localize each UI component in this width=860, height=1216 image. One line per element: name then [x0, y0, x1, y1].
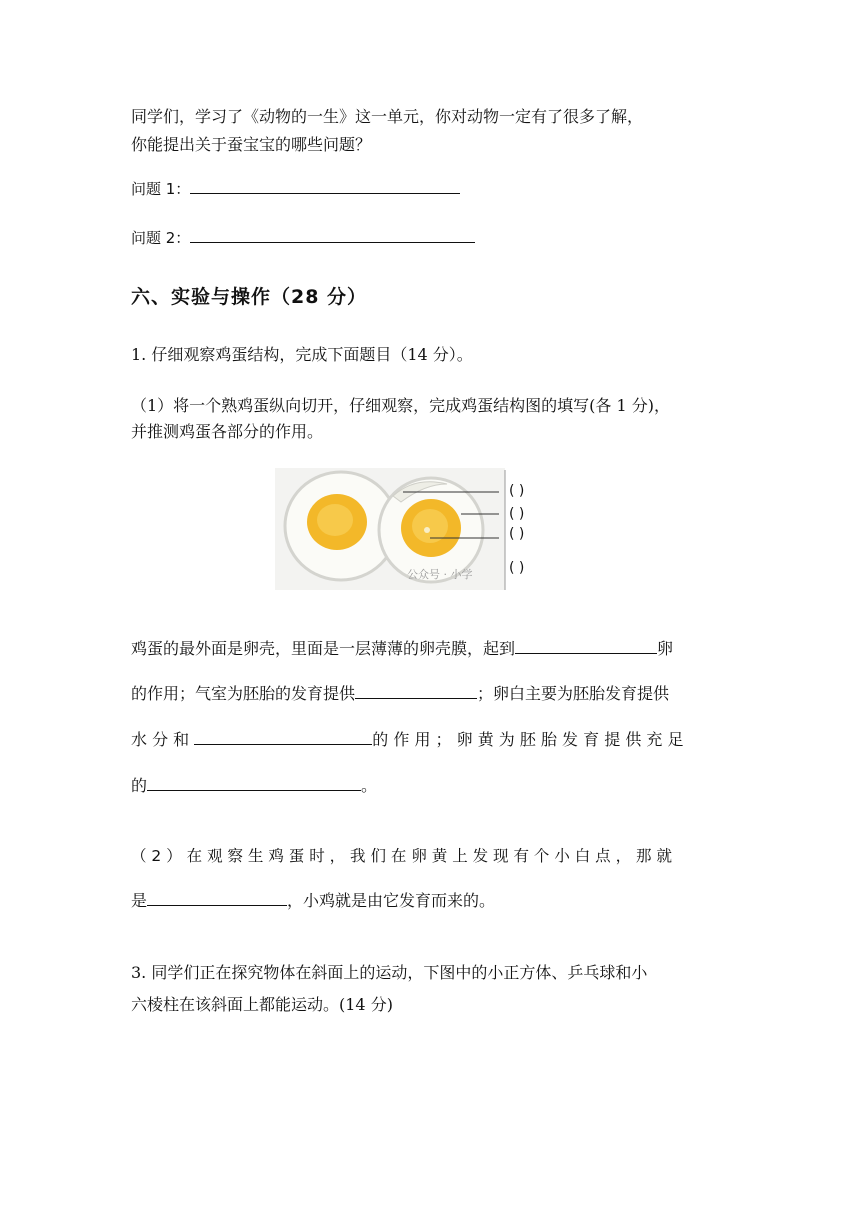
section-6-heading: 六、实验与操作（28 分） — [131, 286, 368, 308]
fill-line-3 — [131, 729, 684, 751]
question-1-row — [131, 178, 460, 200]
fill-blank-1[interactable] — [515, 638, 657, 654]
intro-line-2: 你能提出关于蚕宝宝的哪些问题？ — [131, 135, 372, 154]
question-2-row — [131, 227, 475, 249]
sub2-text-a: 是 — [131, 891, 148, 910]
fill-text-3b: 的 作 用 ； 卵 黄 为 胚 胎 发 育 提 供 充 足 — [372, 730, 684, 749]
q3-line-1: 3. 同学们正在探究物体在斜面上的运动，下图中的小正方体、乒乓球和小 — [131, 963, 648, 982]
label-bracket-4[interactable]: ( ) — [509, 560, 525, 576]
fill-line-2 — [131, 683, 669, 705]
germinal-disc — [424, 527, 430, 533]
question-2-label: 问题 2： — [131, 229, 191, 247]
fill-blank-3[interactable] — [194, 729, 372, 745]
fill-line-4 — [131, 775, 377, 797]
q1-sub1-line-2: 并推测鸡蛋各部分的作用。 — [131, 422, 324, 441]
watermark-text: 公众号 · 小学 — [407, 568, 473, 581]
egg-structure-figure — [275, 468, 585, 590]
sub2-line-2 — [131, 890, 495, 912]
fill-text-2a: 的作用；气室为胚胎的发育提供 — [131, 684, 356, 703]
fill-text-4b: 。 — [361, 776, 378, 795]
sub2-line-1: （ 2 ） 在 观 察 生 鸡 蛋 时 ， 我 们 在 卵 黄 上 发 现 有 个 小 白 点 ， 那 就 — [131, 847, 672, 865]
fill-text-1b: 卵 — [657, 639, 674, 658]
label-bracket-1[interactable]: ( ) — [509, 483, 525, 499]
fill-line-1 — [131, 638, 673, 660]
q1-title: 1. 仔细观察鸡蛋结构，完成下面题目（14 分）。 — [131, 345, 473, 364]
label-bracket-3[interactable]: ( ) — [509, 526, 525, 542]
fill-text-4a: 的 — [131, 776, 148, 795]
fill-text-1a: 鸡蛋的最外面是卵壳，里面是一层薄薄的卵壳膜，起到 — [131, 639, 516, 658]
question-1-label: 问题 1： — [131, 180, 191, 198]
sub2-blank[interactable] — [147, 890, 287, 906]
q3-line-2: 六棱柱在该斜面上都能运动。(14 分) — [131, 995, 393, 1014]
question-2-blank[interactable] — [190, 227, 475, 243]
fill-text-3a: 水 分 和 — [131, 730, 190, 749]
q1-sub1-line-1: （1）将一个熟鸡蛋纵向切开，仔细观察，完成鸡蛋结构图的填写(各 1 分)， — [131, 396, 671, 415]
fill-blank-2[interactable] — [355, 683, 477, 699]
question-1-blank[interactable] — [190, 178, 460, 194]
label-bracket-2[interactable]: ( ) — [509, 506, 525, 522]
intro-line-1: 同学们，学习了《动物的一生》这一单元，你对动物一定有了很多了解， — [131, 107, 644, 126]
fill-text-2b: ；卵白主要为胚胎发育提供 — [477, 684, 670, 703]
sub2-text-b: ，小鸡就是由它发育而来的。 — [287, 891, 496, 910]
fill-blank-4[interactable] — [147, 775, 361, 791]
